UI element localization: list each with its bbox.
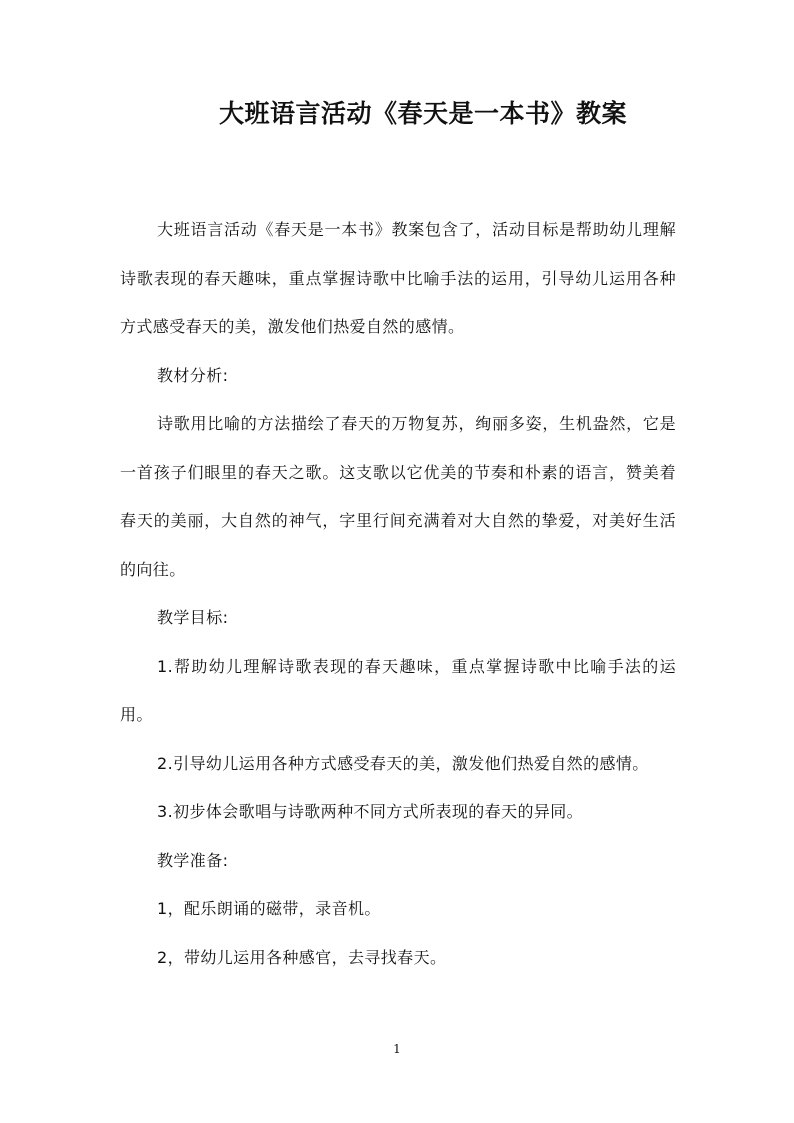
intro-paragraph: 大班语言活动《春天是一本书》教案包含了，活动目标是帮助幼儿理解诗歌表现的春天趣味，重点掌握诗歌中比喻手法的运用，引导幼儿运用各种方式感受春天的美，激发他们热爱自然的感情。: [120, 220, 676, 336]
teaching-goal-item: 3.初步体会歌唱与诗歌两种不同方式所表现的春天的异同。: [157, 802, 584, 821]
teaching-goal-item: 1.帮助幼儿理解诗歌表现的春天趣味，重点掌握诗歌中比喻手法的运用。: [120, 656, 676, 724]
page-number: 1: [393, 1042, 401, 1056]
document-title: 大班语言活动《春天是一本书》教案: [218, 99, 627, 128]
teaching-goal-item: 2.引导幼儿运用各种方式感受春天的美，激发他们热爱自然的感情。: [157, 753, 649, 773]
preparation-item: 2，带幼儿运用各种感官，去寻找春天。: [157, 947, 447, 967]
document-body: [120, 206, 676, 982]
section-heading-teaching-goals: 教学目标:: [157, 608, 229, 627]
material-analysis-paragraph: 诗歌用比喻的方法描绘了春天的万物复苏，绚丽多姿，生机盎然，它是一首孩子们眼里的春天之歌。这支歌以它优美的节奏和朴素的语言，赞美着春天的美丽，大自然的神气，字里行间充满着对大自然的挚爱，对美好生活的向往。: [120, 414, 676, 579]
preparation-item: 1，配乐朗诵的磁带，录音机。: [157, 899, 381, 918]
section-heading-teaching-preparation: 教学准备:: [157, 850, 229, 870]
section-heading-material-analysis: 教材分析:: [157, 365, 229, 385]
